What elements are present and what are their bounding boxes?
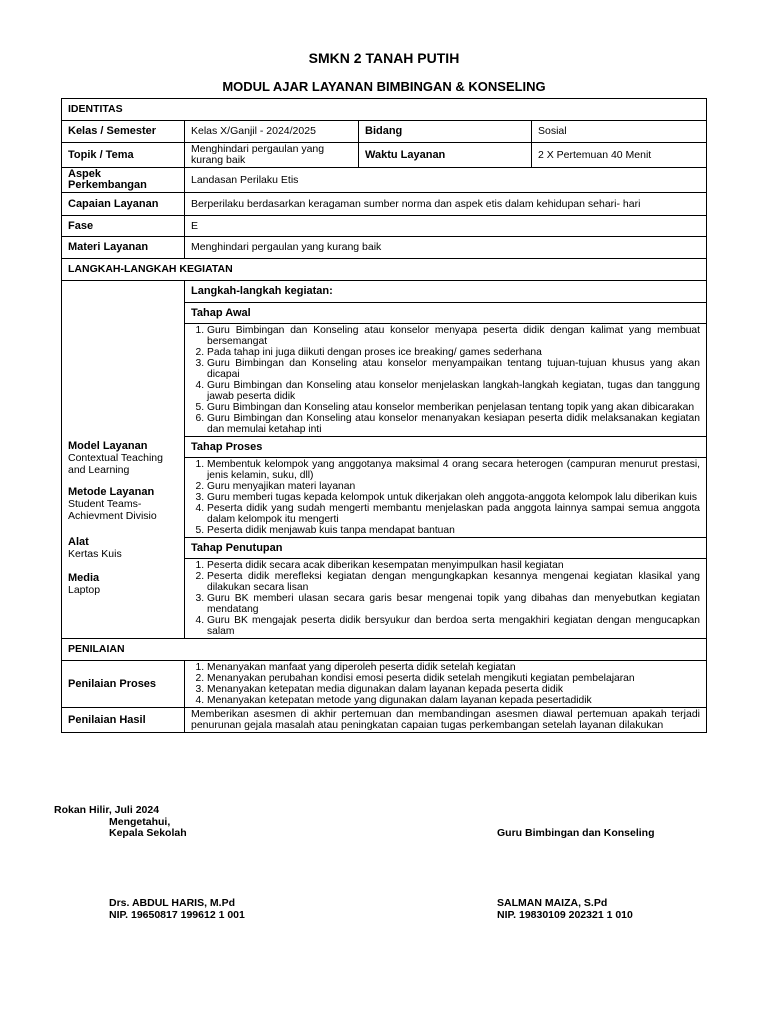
tahap-proses-cell [185, 458, 707, 538]
tahap-penutupan-list [191, 560, 700, 637]
list-item: 4. Peserta didik yang sudah mengerti membantu menjelaskan pada anggota lainnya sampai semua anggota dalam kelompok itu mengerti [207, 503, 700, 525]
identitas-header: IDENTITAS [62, 99, 707, 121]
list-item: 1. Peserta didik secara acak diberikan kesempatan menyimpulkan hasil kegiatan [207, 560, 700, 571]
waktu-label: Waktu Layanan [359, 143, 532, 168]
tahap-proses-label: Tahap Proses [185, 437, 707, 458]
tahap-awal-cell [185, 324, 707, 437]
model-label: Model Layanan [68, 440, 148, 452]
tahap-awal-label: Tahap Awal [185, 303, 707, 324]
langkah-heading: Langkah-langkah kegiatan: [185, 281, 707, 303]
list-item: 4. Guru BK mengajak peserta didik bersyukur dan berdoa serta mengakhiri kegiatan dengan mengucapkan salam [207, 615, 700, 637]
fase-value: E [185, 216, 707, 237]
penilaian-hasil-label: Penilaian Hasil [62, 708, 185, 733]
aspek-value: Landasan Perilaku Etis [185, 168, 707, 193]
tahap-penutupan-cell [185, 559, 707, 639]
penilaian-proses-label: Penilaian Proses [62, 661, 185, 708]
media-value: Laptop [68, 584, 101, 596]
list-item: 5. Guru Bimbingan dan Konseling atau konselor memberikan penjelasan tentang topik yang akan dibicarakan [207, 402, 700, 413]
place-date: Rokan Hilir, Juli 2024 [54, 804, 160, 816]
layanan-info [62, 281, 185, 639]
bidang-value: Sosial [532, 121, 707, 143]
aspek-label: Aspek Perkembangan [62, 168, 185, 193]
kepala-sekolah-title: Kepala Sekolah [109, 827, 187, 839]
list-item: 6. Guru Bimbingan dan Konseling atau konselor menanyakan kesiapan peserta didik melaksanakan kegiatan dan memulai ketahap inti [207, 413, 700, 435]
topik-value: Menghindari pergaulan yang kurang baik [185, 143, 359, 168]
mengetahui-label: Mengetahui, [109, 816, 171, 828]
capaian-label: Capaian Layanan [62, 193, 185, 216]
penilaian-header: PENILAIAN [62, 639, 707, 661]
list-item: 2. Guru menyajikan materi layanan [207, 481, 700, 492]
module-table [61, 98, 707, 733]
materi-value: Menghindari pergaulan yang kurang baik [185, 237, 707, 259]
capaian-value: Berperilaku berdasarkan keragaman sumber norma dan aspek etis dalam kehidupan sehari- hari [185, 193, 707, 216]
penilaian-hasil-value: Memberikan asesmen di akhir pertemuan dan membandingan asesmen diawal pertemuan apakah terjadi penurunan gejala masalah atau peningkatan capaian tugas perkembangan setelah layanan dilakukan [185, 708, 707, 733]
materi-label: Materi Layanan [62, 237, 185, 259]
list-item: 3. Guru memberi tugas kepada kelompok untuk dikerjakan oleh anggota-anggota kelompok lalu diberikan kuis [207, 492, 700, 503]
fase-label: Fase [62, 216, 185, 237]
list-item: 1. Membentuk kelompok yang anggotanya maksimal 4 orang secara heterogen (campuran menurut prestasi, jenis kelamin, suku, dll) [207, 459, 700, 481]
list-item: 4. Menanyakan ketepatan metode yang digunakan dalam layanan kepada pesertadidik [207, 695, 700, 706]
list-item: 5. Peserta didik menjawab kuis tanpa mendapat bantuan [207, 525, 700, 536]
guru-bk-name: SALMAN MAIZA, S.Pd [497, 897, 608, 909]
waktu-value: 2 X Pertemuan 40 Menit [532, 143, 707, 168]
metode-label: Metode Layanan [68, 486, 155, 498]
alat-label: Alat [68, 536, 89, 548]
list-item: 4. Guru Bimbingan dan Konseling atau konselor menjelaskan langkah-langkah kegiatan, tugas dan tanggung jawab peserta didik [207, 380, 700, 402]
guru-bk-nip: NIP. 19830109 202321 1 010 [497, 909, 633, 921]
media-label: Media [68, 572, 100, 584]
penilaian-proses-cell [185, 661, 707, 708]
tahap-penutupan-label: Tahap Penutupan [185, 538, 707, 559]
list-item: 1. Guru Bimbingan dan Konseling atau konselor menyapa peserta didik dengan kalimat yang membuat bersemangat [207, 325, 700, 347]
langkah-header: LANGKAH-LANGKAH KEGIATAN [62, 259, 707, 281]
list-item: 1. Menanyakan manfaat yang diperoleh peserta didik setelah kegiatan [207, 662, 700, 673]
list-item: 3. Menanyakan ketepatan media digunakan dalam layanan kepada peserta didik [207, 684, 700, 695]
kepala-sekolah-nip: NIP. 19650817 199612 1 001 [109, 909, 245, 921]
kepala-sekolah-name: Drs. ABDUL HARIS, M.Pd [109, 897, 236, 909]
penilaian-proses-list [191, 662, 700, 706]
document-title: MODUL AJAR LAYANAN BIMBINGAN & KONSELING [222, 79, 546, 94]
list-item: 2. Pada tahap ini juga diikuti dengan proses ice breaking/ games sederhana [207, 347, 700, 358]
school-name: SMKN 2 TANAH PUTIH [308, 50, 460, 66]
tahap-awal-list [191, 325, 700, 435]
tahap-proses-list [191, 459, 700, 536]
bidang-label: Bidang [359, 121, 532, 143]
list-item: 2. Peserta didik merefleksi kegiatan dengan mengungkapkan kesannya mengenai kegiatan klasikal yang dilakukan secara lisan [207, 571, 700, 593]
list-item: 2. Menanyakan perubahan kondisi emosi peserta didik setelah mengikuti kegiatan pembelajaran [207, 673, 700, 684]
guru-bk-title: Guru Bimbingan dan Konseling [497, 827, 655, 839]
kelas-label: Kelas / Semester [62, 121, 185, 143]
kelas-value: Kelas X/Ganjil - 2024/2025 [185, 121, 359, 143]
topik-label: Topik / Tema [62, 143, 185, 168]
list-item: 3. Guru Bimbingan dan Konseling atau konselor menyampaikan tentang tujuan-tujuan khusus yang akan dicapai [207, 358, 700, 380]
metode-value: Student Teams-Achievment Divisio [68, 498, 157, 522]
list-item: 3. Guru BK memberi ulasan secara garis besar mengenai topik yang dibahas dan menyebutkan kegiatan mendatang [207, 593, 700, 615]
alat-value: Kertas Kuis [68, 548, 122, 560]
model-value: Contextual Teaching and Learning [68, 452, 163, 476]
